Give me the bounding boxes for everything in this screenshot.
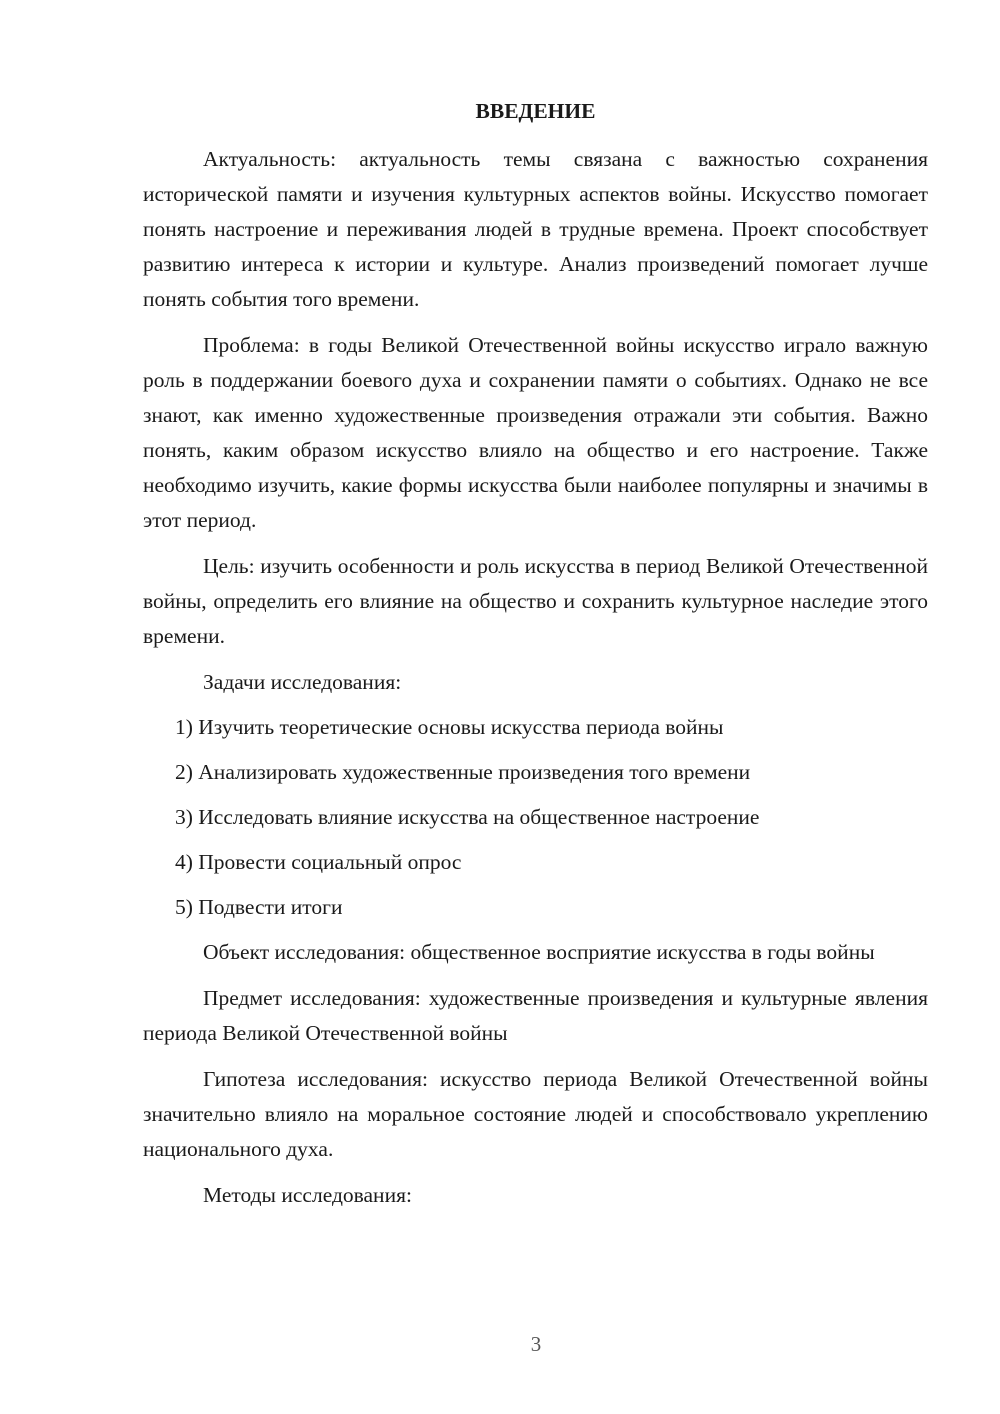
paragraph-goal: Цель: изучить особенности и роль искусства в период Великой Отечественной войны, определить его влияние на общество и сохранить культурное наследие этого времени. bbox=[143, 554, 928, 648]
list-item: 2) Анализировать художественные произведения того времени bbox=[175, 760, 751, 784]
list-item: 5) Подвести итоги bbox=[175, 895, 343, 919]
paragraph-problem: Проблема: в годы Великой Отечественной войны искусство играло важную роль в поддержании боевого духа и сохранении памяти о событиях. Однако не все знают, как именно художественные произведения отражали эти события. Важно понять, каким образом искусство влияло на общество и его настроение. Также необходимо изучить, какие формы искусства были наиболее популярны и значимы в этот период. bbox=[143, 333, 928, 532]
list-item: 1) Изучить теоретические основы искусства периода войны bbox=[175, 715, 724, 739]
task-list bbox=[143, 710, 928, 925]
page-number: 3 bbox=[530, 1332, 542, 1356]
list-item: 4) Провести социальный опрос bbox=[175, 850, 462, 874]
list-item: 3) Исследовать влияние искусства на общественное настроение bbox=[175, 805, 760, 829]
paragraph-subject: Предмет исследования: художественные произведения и культурные явления периода Великой Отечественной войны bbox=[143, 986, 928, 1045]
page-title: ВВЕДЕНИЕ bbox=[475, 99, 596, 123]
paragraph-hypothesis: Гипотеза исследования: искусство периода Великой Отечественной войны значительно влияло на моральное состояние людей и способствовало укреплению национального духа. bbox=[143, 1067, 928, 1161]
tasks-heading: Задачи исследования: bbox=[203, 670, 402, 694]
page-content bbox=[143, 96, 928, 1223]
methods-heading: Методы исследования: bbox=[203, 1183, 412, 1207]
paragraph-object: Объект исследования: общественное восприятие искусства в годы войны bbox=[203, 940, 875, 964]
paragraph-relevance: Актуальность: актуальность темы связана с важностью сохранения исторической памяти и изучения культурных аспектов войны. Искусство помогает понять настроение и переживания людей в трудные времена. Проект способствует развитию интереса к истории и культуре. Анализ произведений помогает лучше понять события того времени. bbox=[143, 147, 928, 311]
